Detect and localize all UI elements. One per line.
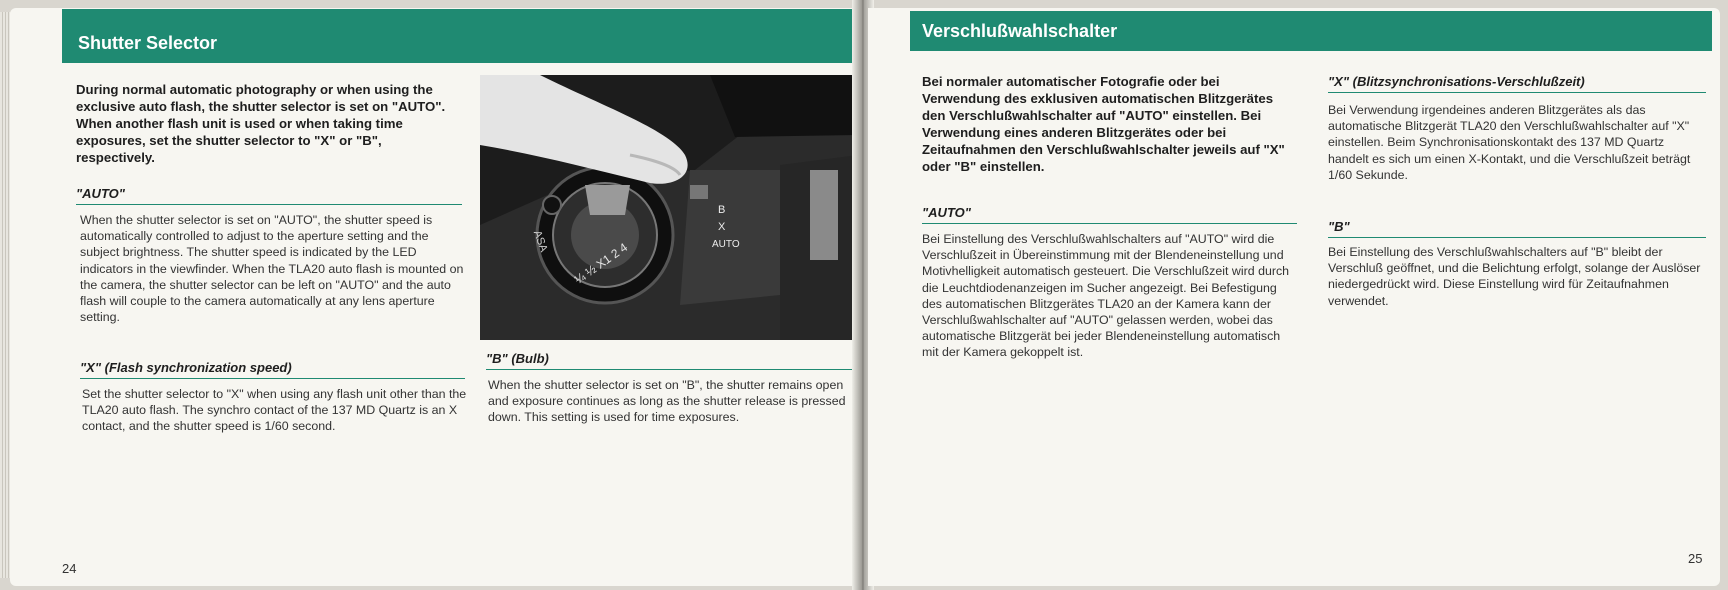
left-page-title: Shutter Selector [78, 33, 218, 53]
right-x-heading: "X" (Blitzsynchronisations-Verschlußzeit) [1328, 74, 1706, 93]
left-auto-heading: "AUTO" [76, 186, 462, 205]
right-title-banner [910, 11, 1712, 51]
page-right [868, 8, 1720, 586]
left-b-heading: "B" (Bulb) [486, 351, 858, 370]
left-title-banner [62, 9, 858, 63]
selector-b-label: B [718, 204, 726, 216]
left-x-text: Set the shutter selector to "X" when using any flash unit other than the TLA20 auto flash. The synchro contact of the 137 MD Quartz is an X contact, and the shutter speed is 1/60 second. [82, 387, 467, 434]
right-x-text: Bei Verwendung irgendeines anderen Blitzgerätes als das automatische Blitzgerät TLA20 den Verschlußwahlschalter auf "X" einstellen. Beim Synchronisationskontakt des 137 MD Quartz handelt es sich um einen X-Kontakt, und die Verschlußzeit beträgt 1/60 Sekunde. [1328, 103, 1691, 182]
left-auto-text: When the shutter selector is set on "AUTO", the shutter speed is automatically controlled to adjust to the aperture setting and the subject brightness. The shutter speed is indicated by the LED indicators in the viewfinder. When the TLA20 auto flash is mounted on the camera, the shutter selector can be left on "AUTO" and the auto flash will couple to the camera automatically at any lens aperture setting. [80, 213, 464, 325]
left-page-number: 24 [62, 561, 77, 576]
page-left [10, 8, 858, 586]
right-b-text: Bei Einstellung des Verschlußwahlschalters auf "B" bleibt der Verschluß geöffnet, und die Belichtung erfolgt, solange der Auslöser niedergedrückt wird. Diese Einstellung wird für Zeitaufnahmen verwendet. [1328, 245, 1701, 308]
left-x-heading: "X" (Flash synchronization speed) [80, 360, 465, 379]
selector-x-label: X [718, 221, 726, 233]
left-b-text: When the shutter selector is set on "B", the shutter remains open and exposure continues as long as the shutter release is pressed down. This setting is used for time exposures. [488, 378, 846, 425]
dial-asa-label: ASA [530, 228, 550, 254]
right-b-heading: "B" [1328, 219, 1706, 238]
right-auto-heading: "AUTO" [922, 205, 1297, 224]
dial-markings-label: ¼ ½ X1 2 4 [571, 240, 631, 287]
camera-photo [480, 75, 858, 340]
right-intro: Bei normaler automatischer Fotografie oder bei Verwendung des exklusiven automatischen Blitzgerätes den Verschlußwahlschalter auf "AUTO" einstellen. Bei Verwendung eines anderen Blitzgerätes oder bei Zeitaufnahmen den Verschlußwahlschalter jeweils auf "X" oder "B" einstellen. [922, 74, 1285, 174]
selector-auto-label: AUTO [712, 239, 740, 250]
left-intro: During normal automatic photography or when using the exclusive auto flash, the shutter selector is set on "AUTO". When another flash unit is used or when taking time exposures, set the shutter selector to "X" or "B", respectively. [76, 82, 446, 165]
right-page-number: 25 [1688, 551, 1703, 566]
right-page-title: Verschlußwahlschalter [922, 21, 1118, 41]
right-auto-text: Bei Einstellung des Verschlußwahlschalters auf "AUTO" wird die Verschlußzeit in Übereinstimmung mit der Blendeneinstellung und Motivhelligkeit automatisch gesteuert. Die Verschlußzeit wird durch die Leuchtdiodenanzeigen im Sucher angezeigt. Bei Befestigung des automatischen Blitzgerätes TLA20 an der Kamera kann der Verschlußwahlschalter auf "AUTO" gelassen werden, wobei das automatische Blitzgerät bei jeder Blendeneinstellung automatisch mit der Kamera gekoppelt ist. [922, 232, 1290, 360]
